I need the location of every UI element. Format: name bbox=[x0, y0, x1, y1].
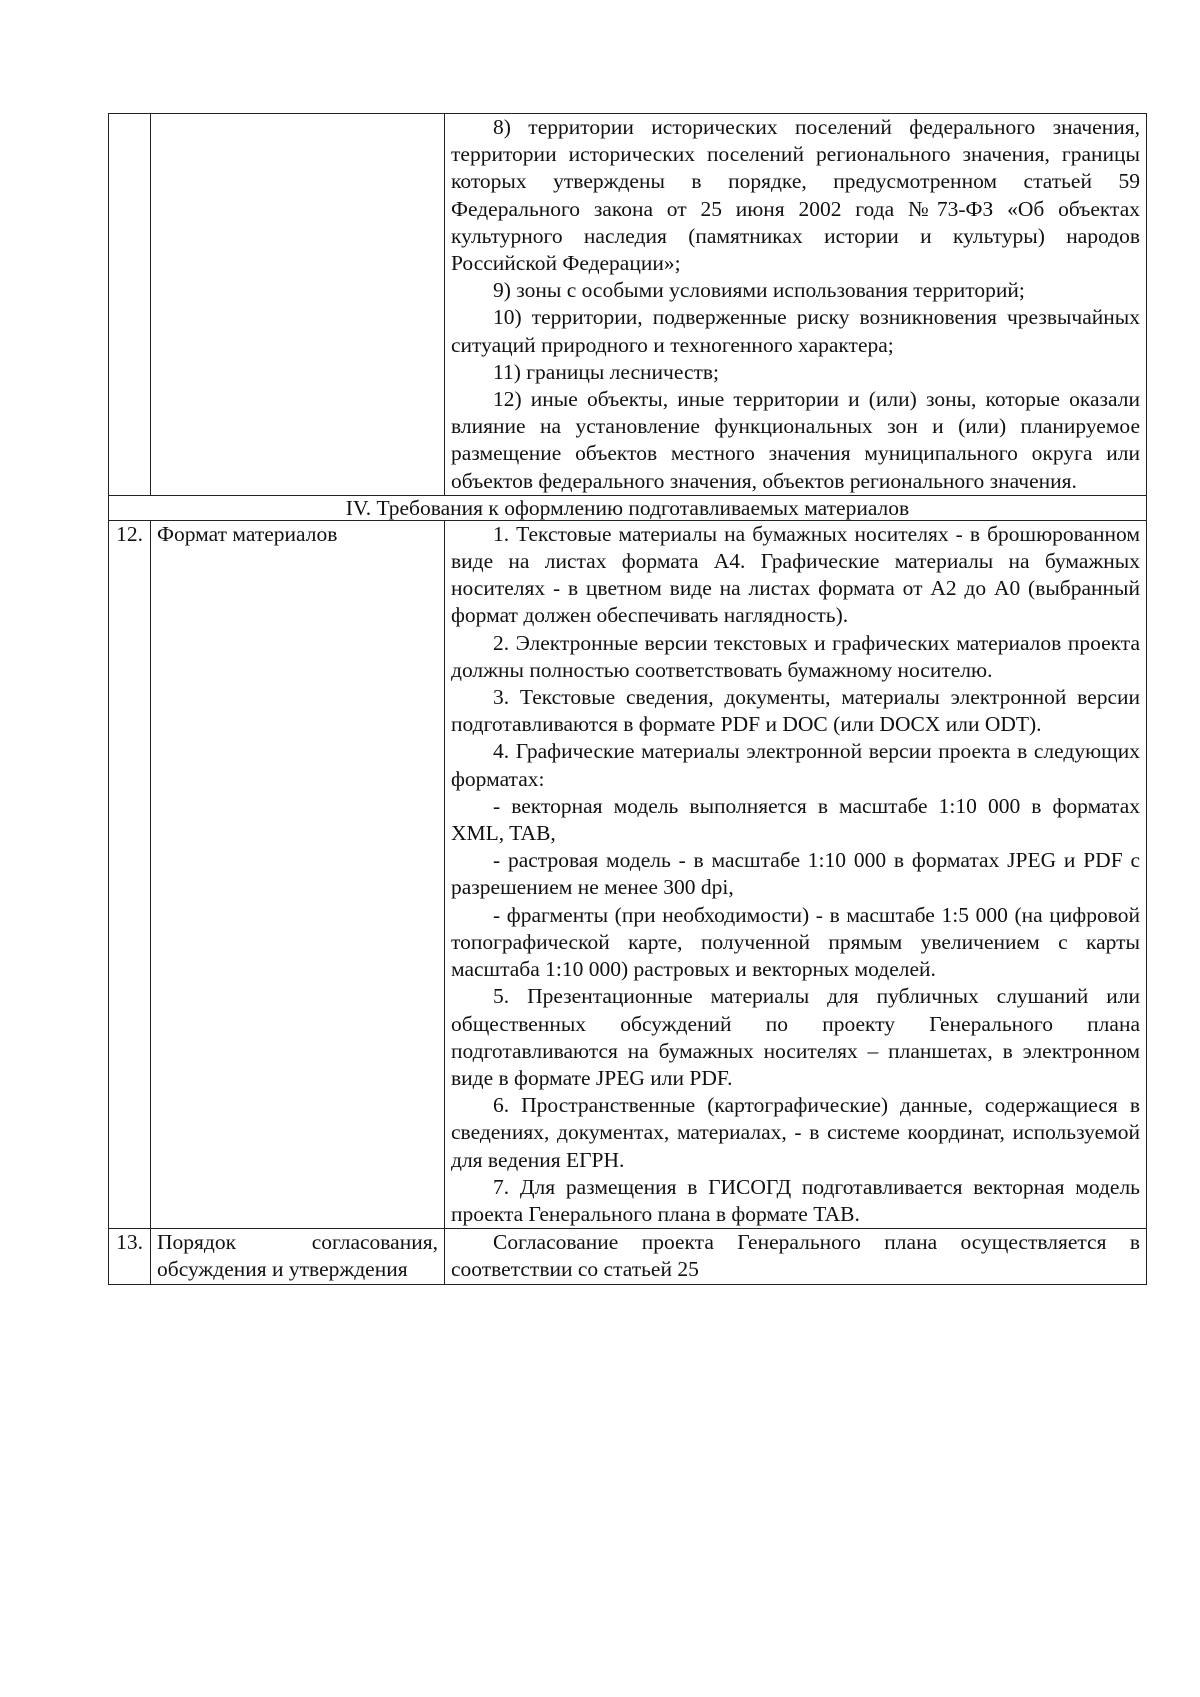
paragraph: - векторная модель выполняется в масштабе 1:10 000 в форматах XML, TAB, bbox=[451, 793, 1140, 846]
row-content bbox=[445, 114, 1147, 496]
paragraph: 12) иные объекты, иные территории и (или) зоны, которые оказали влияние на установление функциональных зон и (или) планируемое размещение объектов местного значения муниципального округа или объектов федерального значения, объектов регионального значения. bbox=[451, 387, 1140, 493]
requirements-table bbox=[108, 113, 1147, 1285]
row-label: Формат материалов bbox=[151, 520, 445, 1228]
table-section-heading-row bbox=[109, 495, 1147, 520]
section-heading: IV. Требования к оформлению подготавливаемых материалов bbox=[109, 495, 1147, 520]
row-label bbox=[151, 114, 445, 496]
paragraph: 9) зоны с особыми условиями использования территорий; bbox=[493, 278, 1025, 303]
paragraph: 2. Электронные версии текстовых и графических материалов проекта должны полностью соответствовать бумажному носителю. bbox=[451, 630, 1140, 682]
row-number: 13. bbox=[109, 1229, 151, 1284]
paragraph: 11) границы лесничеств; bbox=[493, 359, 720, 384]
row-label-text: Порядок согласования, обсуждения и утверждения bbox=[157, 1230, 438, 1282]
row-content bbox=[445, 520, 1147, 1228]
table-row-13 bbox=[109, 1229, 1147, 1284]
paragraph: 10) территории, подверженные риску возникновения чрезвычайных ситуаций природного и техногенного характера; bbox=[451, 305, 1140, 357]
paragraph: - фрагменты (при необходимости) - в масштабе 1:5 000 (на цифровой топографической карте, полученной прямым увеличением с карты масштаба 1:10 000) растровых и векторных моделей. bbox=[451, 902, 1140, 982]
table-row-continued bbox=[109, 114, 1147, 496]
paragraph: 7. Для размещения в ГИСОГД подготавливается векторная модель проекта Генерального плана в формате TAB. bbox=[451, 1174, 1140, 1226]
paragraph: 5. Презентационные материалы для публичных слушаний или общественных обсуждений по проекту Генерального плана подготавливаются на бумажных носителях – планшетах, в электронном виде в формате JPEG или PDF. bbox=[451, 984, 1140, 1090]
paragraph: 8) территории исторических поселений федерального значения, территории исторических поселений регионального значения, границы которых утверждены в порядке, предусмотренном статьей 59 Федерального закона от 25 июня 2002 года №73-ФЗ «Об объектах культурного наследия (памятниках истории и культуры) народов Российской Федерации»; bbox=[451, 115, 1140, 276]
paragraph: Согласование проекта Генерального плана осуществляется в соответствии со статьей 25 bbox=[451, 1230, 1140, 1282]
row-content bbox=[445, 1229, 1147, 1284]
table-row-12 bbox=[109, 520, 1147, 1228]
paragraph: 4. Графические материалы электронной версии проекта в следующих форматах: bbox=[451, 739, 1140, 791]
paragraph: 6. Пространственные (картографические) данные, содержащиеся в сведениях, документах, материалах, - в системе координат, используемой для ведения ЕГРН. bbox=[451, 1093, 1140, 1172]
paragraph: - растровая модель - в масштабе 1:10 000 в форматах JPEG и PDF с разрешением не менее 300 dpi, bbox=[451, 848, 1140, 900]
row-number: 12. bbox=[109, 520, 151, 1228]
row-number bbox=[109, 114, 151, 496]
row-label bbox=[151, 1229, 445, 1284]
paragraph: 3. Текстовые сведения, документы, материалы электронной версии подготавливаются в формате PDF и DOC (или DOCX или ODT). bbox=[451, 685, 1140, 737]
paragraph: 1. Текстовые материалы на бумажных носителях - в брошюрованном виде на листах формата А4. Графические материалы на бумажных носителях - в цветном виде на листах формата от А2 до А0 (выбранный формат должен обеспечивать наглядность). bbox=[451, 521, 1140, 628]
